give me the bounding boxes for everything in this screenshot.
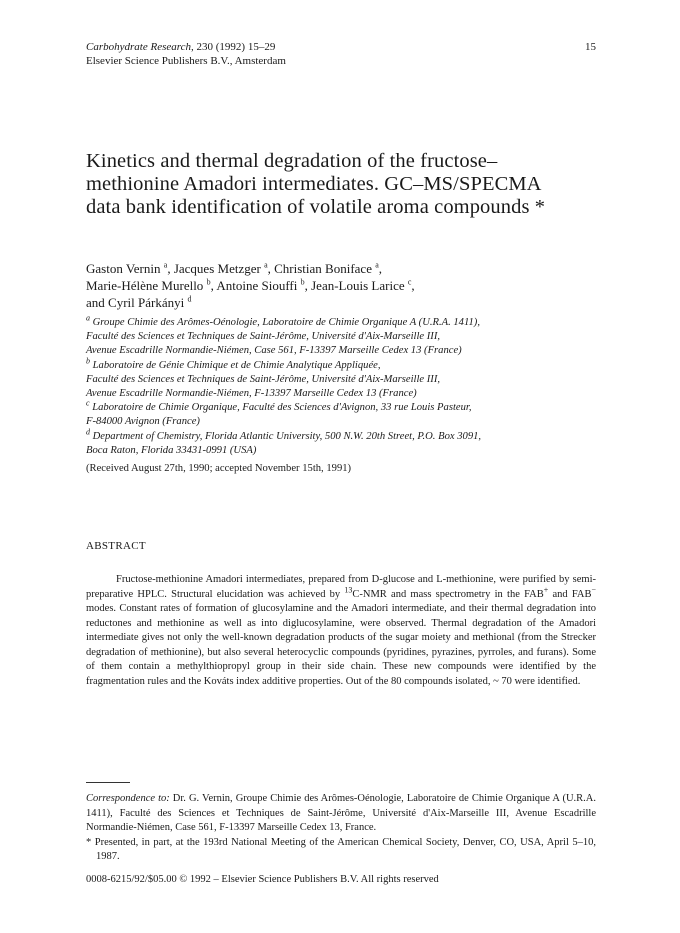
title-line: data bank identification of volatile aroma compounds *	[86, 196, 546, 218]
abstract-paragraph: Fructose-methionine Amadori intermediates, prepared from D-glucose and L-methionine, were purified by semi-preparative HPLC. Structural elucidation was achieved by $^{13}$C-NMR and mass spectrometry in the FAB+ and FAB− modes. Constant rates of formation of glucosylamine and the Amadori intermediate, and their thermal degradation into reductones and methionine as well as into diglucosylamine, were observed. Thermal degradation of the Amadori intermediate gives not only the well-known degradation products of the sugar moiety and methional (from the Strecker degradation of methionine), but also several heterocyclic compounds (pyridines, pyrazines, pyrroles, and furans). Some of them contain a methylthiopropyl group in their side chain. These new compounds were identified by the fragmentation rules and the Kováts index additive properties. Out of the 80 compounds isolated, ~ 70 were identified.	[86, 574, 596, 687]
title-line: Kinetics and thermal degradation of the fructose–	[86, 150, 498, 172]
title-line: methionine Amadori intermediates. GC–MS/SPECMA	[86, 173, 542, 195]
received-dates: (Received August 27th, 1990; accepted November 15th, 1991)	[86, 463, 352, 474]
footnote-divider	[86, 782, 130, 783]
author-name: Antoine Siouffi	[216, 278, 298, 293]
correspondence-note: Correspondence to: Dr. G. Vernin, Groupe Chimie des Arômes-Oénologie, Laboratoire de Chimie Organique A (U.R.A. 1411), Faculté des Sciences et Techniques de Saint-Jérôme, Université d'Aix-Marseille III, Avenue Escadrille Normandie-Niémen, Case 561, F-13397 Marseille Cedex 13, France.	[86, 793, 596, 833]
affiliation-mark: c	[407, 277, 412, 287]
running-header	[86, 40, 596, 68]
author-name: Gaston Vernin	[86, 261, 161, 276]
journal-citation: Carbohydrate Research, 230 (1992) 15–29	[86, 41, 276, 53]
affiliation-line: $^c$ Laboratoire de Chimie Organique, Faculté des Sciences d'Avignon, 33 rue Louis Pasteur,	[86, 398, 472, 414]
affiliation-mark: a	[375, 260, 379, 270]
affiliation-line: Faculté des Sciences et Techniques de Saint-Jérôme, Université d'Aix-Marseille III,	[86, 373, 441, 385]
affiliation-line: $^a$ Groupe Chimie des Arômes-Oénologie, Laboratoire de Chimie Organique A (U.R.A. 1411),	[86, 313, 480, 328]
author-name: Jean-Louis Larice	[311, 278, 405, 293]
affiliation-line: Boca Raton, Florida 33431-0991 (USA)	[86, 444, 257, 456]
author-name: Jacques Metzger	[173, 261, 261, 276]
page-number: 15	[585, 41, 596, 53]
author-name: Christian Boniface	[274, 261, 372, 276]
author-name: Cyril Párkányi	[108, 295, 185, 310]
presentation-note: * Presented, in part, at the 193rd National Meeting of the American Chemical Society, Denver, CO, USA, April 5–10, 1987.	[86, 836, 596, 862]
affiliation-line: F-84000 Avignon (France)	[86, 416, 200, 428]
affiliation-mark: b	[206, 277, 211, 287]
affiliation-line: $^b$ Laboratoire de Génie Chimique et de Chimie Analytique Appliquée,	[86, 356, 381, 371]
affiliation-line: $^d$ Department of Chemistry, Florida Atlantic University, 500 N.W. 20th Street, P.O. Box 3091,	[86, 427, 482, 442]
copyright-footer: 0008-6215/92/$05.00 © 1992 – Elsevier Science Publishers B.V. All rights reserved	[86, 874, 439, 885]
author-line: and Cyril Párkányi $^d$	[86, 294, 192, 310]
affiliation-mark: b	[300, 277, 305, 287]
abstract-heading: ABSTRACT	[86, 540, 146, 552]
affiliation-line: Avenue Escadrille Normandie-Niémen, Case 561, F-13397 Marseille Cedex 13 (France)	[86, 345, 462, 357]
affiliation-mark: a	[163, 260, 168, 270]
author-line: Marie-Hélène Murello $^b$, Antoine Siouffi $^b$, Jean-Louis Larice $^c$,	[86, 277, 415, 293]
affiliations	[86, 313, 606, 458]
affiliation-line: Avenue Escadrille Normandie-Niémen, F-13397 Marseille Cedex 13 (France)	[86, 388, 417, 400]
publisher-line: Elsevier Science Publishers B.V., Amsterdam	[86, 55, 286, 67]
author-list	[86, 260, 596, 311]
article-title	[86, 150, 596, 219]
author-line: Gaston Vernin $^a$, Jacques Metzger $^a$, Christian Boniface $^a$,	[86, 260, 383, 276]
author-name: Marie-Hélène Murello	[86, 278, 204, 293]
footnotes	[86, 792, 596, 865]
affiliation-mark: a	[264, 260, 268, 270]
affiliation-mark: d	[187, 294, 192, 304]
abstract-body	[86, 573, 596, 689]
affiliation-line: Faculté des Sciences et Techniques de Saint-Jérôme, Université d'Aix-Marseille III,	[86, 331, 441, 343]
